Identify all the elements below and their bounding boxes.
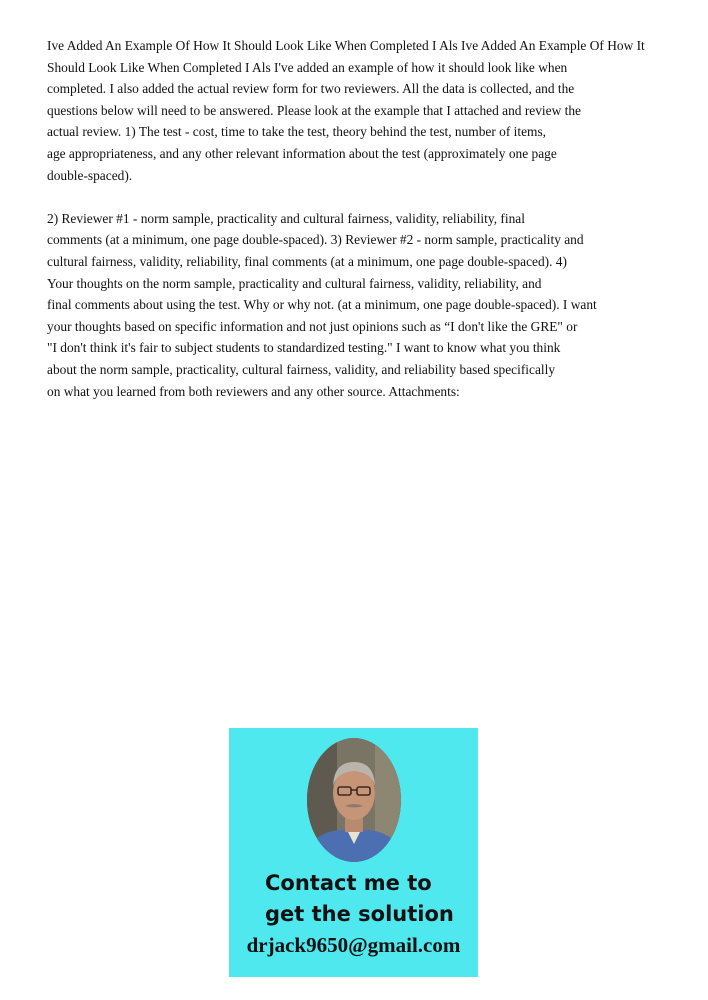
text-line: comments (at a minimum, one page double-spaced). 3) Reviewer #2 - norm sample, practicality and — [47, 232, 584, 248]
text-line: final comments about using the test. Why or why not. (at a minimum, one page double-spaced). I want — [47, 297, 597, 313]
avatar — [307, 738, 401, 862]
text-line: Your thoughts on the norm sample, practicality and cultural fairness, validity, reliability, and — [47, 275, 542, 291]
text-line: Ive Added An Example Of How It Should Look Like When Completed I Als Ive Added An Example Of How It — [47, 38, 645, 53]
paragraph-spacer — [47, 186, 697, 208]
text-line: about the norm sample, practicality, cultural fairness, validity, and reliability based specifically — [47, 361, 556, 377]
text-line: double-spaced). — [47, 167, 133, 183]
cta-line-1: Contact me to — [265, 871, 432, 895]
text-line: on what you learned from both reviewers and any other source. Attachments: — [47, 383, 460, 399]
contact-email[interactable]: drjack9650@gmail.com — [246, 933, 461, 957]
text-line: "I don't think it's fair to subject students to standardized testing." I want to know what you think — [47, 340, 561, 356]
text-line: questions below will need to be answered. Please look at the example that I attached and review the — [47, 102, 581, 118]
text-line: your thoughts based on specific information and not just opinions such as “I don't like the GRE" or — [47, 318, 578, 334]
call-to-action — [265, 868, 454, 930]
text-line: completed. I also added the actual review form for two reviewers. All the data is collected, and the — [47, 81, 575, 97]
text-line: Should Look Like When Completed I Als I've added an example of how it should look like when — [47, 59, 568, 75]
document-body — [47, 35, 697, 402]
cta-line-2: get the solution — [265, 902, 454, 926]
paragraph-2 — [47, 208, 697, 402]
text-line: 2) Reviewer #1 - norm sample, practicality and cultural fairness, validity, reliability, final — [47, 210, 525, 226]
contact-promo-banner[interactable] — [229, 728, 478, 977]
text-line: age appropriateness, and any other relevant information about the test (approximately one page — [47, 145, 557, 161]
text-line: actual review. 1) The test - cost, time to take the test, theory behind the test, number of items, — [47, 124, 547, 140]
text-line: cultural fairness, validity, reliability, final comments (at a minimum, one page double-spaced). 4) — [47, 253, 567, 269]
paragraph-1 — [47, 35, 697, 186]
